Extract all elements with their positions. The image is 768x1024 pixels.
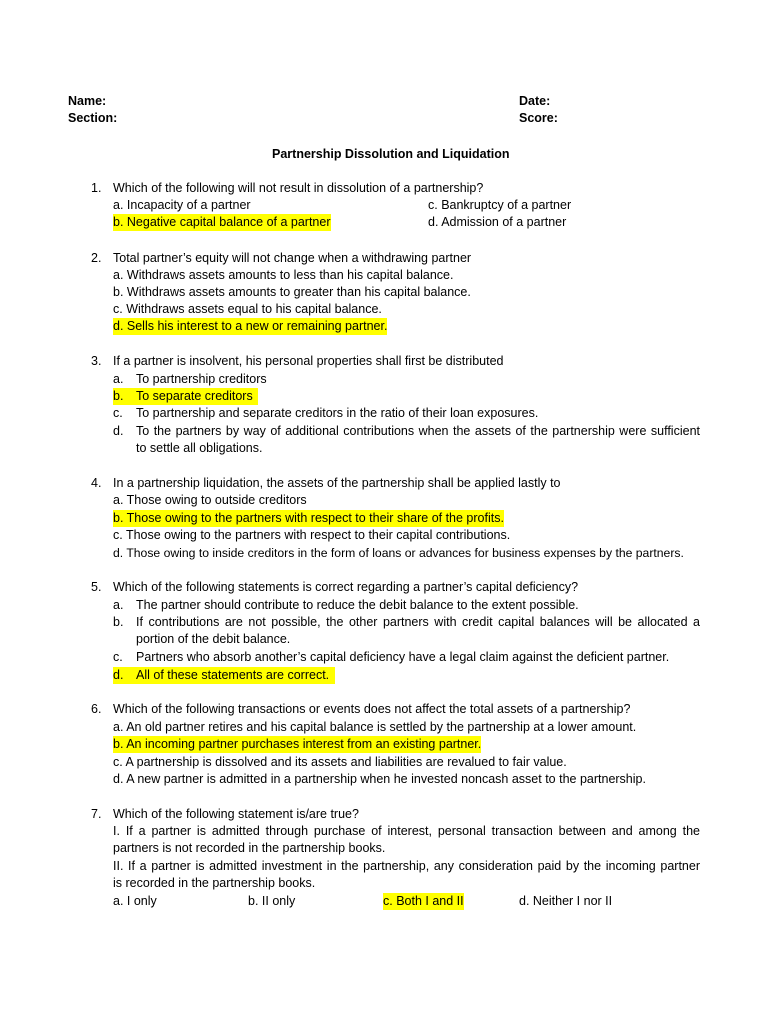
question-3-text: If a partner is insolvent, his personal properties shall first be distributed: [113, 354, 504, 368]
question-3-option-b-text: To separate creditors: [136, 389, 253, 403]
question-3-option-b-answer: [113, 388, 258, 405]
question-2-option-b: b. Withdraws assets amounts to greater than his capital balance.: [113, 285, 471, 299]
question-1-number: 1.: [91, 181, 102, 195]
question-7-option-b: b. II only: [248, 894, 296, 908]
question-6-option-a: a. An old partner retires and his capital balance is settled by the partnership at a lower amount.: [113, 720, 637, 734]
page-title: Partnership Dissolution and Liquidation: [272, 147, 510, 161]
question-5-option-d-letter: d.: [113, 668, 124, 682]
question-3-option-c-letter: c.: [113, 406, 123, 420]
question-5-text: Which of the following statements is correct regarding a partner’s capital deficiency?: [113, 580, 579, 594]
question-3-option-a-letter: a.: [113, 372, 124, 386]
question-1-option-a: a. Incapacity of a partner: [113, 198, 251, 212]
question-4-option-c: c. Those owing to the partners with respect to their capital contributions.: [113, 528, 511, 542]
question-5-number: 5.: [91, 580, 102, 594]
score-label: Score:: [519, 111, 558, 125]
question-3-option-a: To partnership creditors: [136, 372, 267, 386]
question-2-option-a: a. Withdraws assets amounts to less than his capital balance.: [113, 268, 454, 282]
question-1-option-d: d. Admission of a partner: [428, 215, 567, 229]
question-2-number: 2.: [91, 251, 102, 265]
question-5-option-c-letter: c.: [113, 650, 123, 664]
question-5-option-d-text: All of these statements are correct.: [136, 668, 330, 682]
question-3-number: 3.: [91, 354, 102, 368]
question-5-option-b-line2: portion of the debit balance.: [136, 632, 291, 646]
question-5-option-b-letter: b.: [113, 615, 124, 629]
question-6-text: Which of the following transactions or events does not affect the total assets of a partnership?: [113, 702, 631, 716]
question-7-option-d: d. Neither I nor II: [519, 894, 613, 908]
question-4-text: In a partnership liquidation, the assets of the partnership shall be applied lastly to: [113, 476, 561, 490]
question-7-statement-i-line1: I. If a partner is admitted through purchase of interest, personal transaction between and among the: [113, 824, 700, 838]
question-5-option-a: The partner should contribute to reduce the debit balance to the extent possible.: [136, 598, 579, 612]
question-7-statement-i-line2: partners is not recorded in the partnership books.: [113, 841, 386, 855]
question-7-option-a: a. I only: [113, 894, 157, 908]
question-3-option-d-line1: To the partners by way of additional contributions when the assets of the partnership were sufficient: [136, 424, 700, 438]
question-2-text: Total partner’s equity will not change when a withdrawing partner: [113, 251, 472, 265]
question-3-option-b-letter: b.: [113, 389, 124, 403]
question-6-option-b-answer: b. An incoming partner purchases interest from an existing partner.: [113, 737, 482, 751]
name-label: Name:: [68, 94, 107, 108]
question-5-option-c: Partners who absorb another’s capital deficiency have a legal claim against the deficient partner.: [136, 650, 670, 664]
question-7-option-c-answer: c. Both I and II: [383, 894, 464, 908]
section-label: Section:: [68, 111, 118, 125]
question-3-option-d-line2: to settle all obligations.: [136, 441, 263, 455]
question-1-option-b-answer: b. Negative capital balance of a partner: [113, 215, 331, 229]
question-4-option-d: d. Those owing to inside creditors in the form of loans or advances for business expenses by the partners.: [113, 546, 684, 560]
question-1-option-c: c. Bankruptcy of a partner: [428, 198, 572, 212]
question-4-option-a: a. Those owing to outside creditors: [113, 493, 307, 507]
question-7-statement-ii-line1: II. If a partner is admitted investment in the partnership, any consideration paid by the incoming partner: [113, 859, 700, 873]
date-label: Date:: [519, 94, 551, 108]
question-7-text: Which of the following statement is/are true?: [113, 807, 359, 821]
question-1-text: Which of the following will not result in dissolution of a partnership?: [113, 181, 484, 195]
question-2-option-d-answer: d. Sells his interest to a new or remaining partner.: [113, 319, 388, 333]
question-7-statement-ii-line2: is recorded in the partnership books.: [113, 876, 316, 890]
question-3-option-c: To partnership and separate creditors in the ratio of their loan exposures.: [136, 406, 539, 420]
question-3-option-d-letter: d.: [113, 424, 124, 438]
question-6-option-d: d. A new partner is admitted in a partnership when he invested noncash asset to the partnership.: [113, 772, 646, 786]
question-4-option-b-answer: b. Those owing to the partners with respect to their share of the profits.: [113, 511, 504, 525]
question-7-number: 7.: [91, 807, 102, 821]
question-5-option-d-answer: [113, 667, 335, 684]
question-6-option-c: c. A partnership is dissolved and its assets and liabilities are revalued to fair value.: [113, 755, 567, 769]
question-6-number: 6.: [91, 702, 102, 716]
question-5-option-a-letter: a.: [113, 598, 124, 612]
question-5-option-b-line1: If contributions are not possible, the other partners with credit capital balances will be allocated a: [136, 615, 700, 629]
question-2-option-c: c. Withdraws assets equal to his capital balance.: [113, 302, 382, 316]
question-4-number: 4.: [91, 476, 102, 490]
